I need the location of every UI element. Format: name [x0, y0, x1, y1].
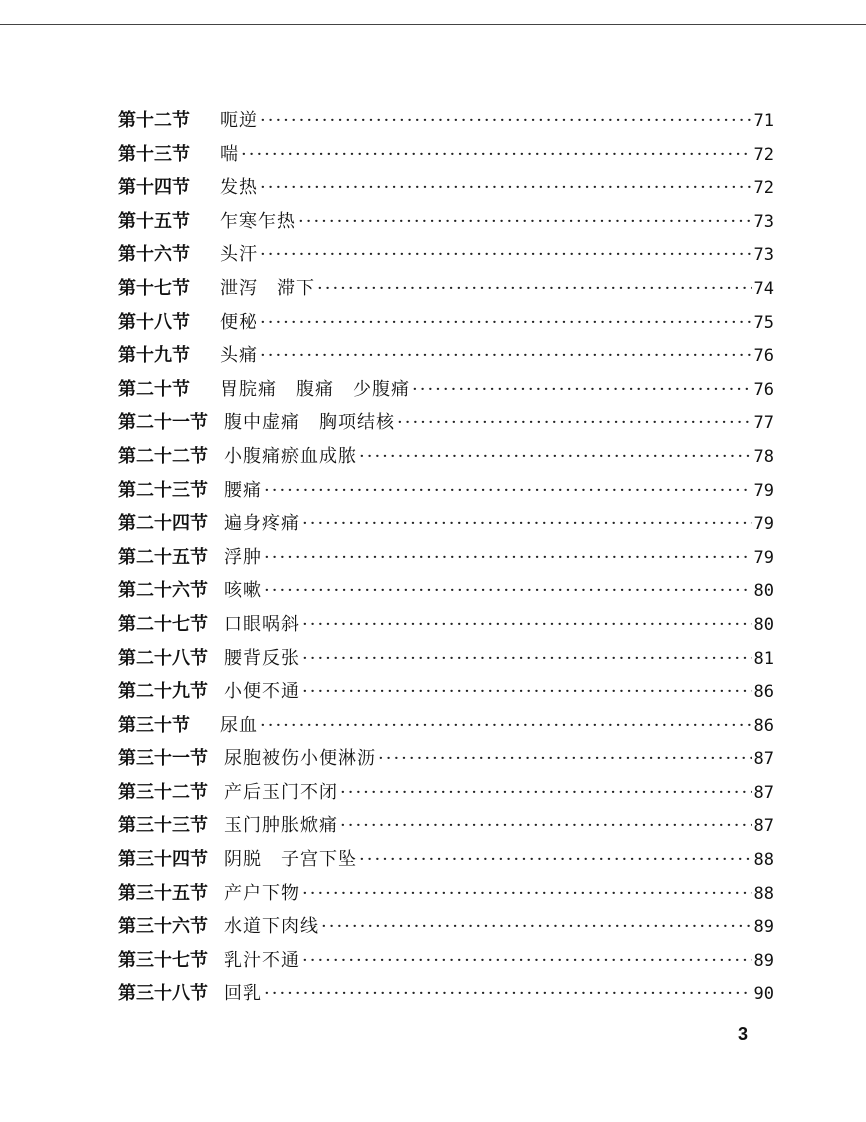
toc-section-label: 第二十五节 [118, 546, 208, 568]
toc-entry [118, 944, 774, 978]
toc-page-number: 73 [753, 211, 774, 232]
toc-entry [118, 205, 774, 239]
toc-entry [118, 171, 774, 205]
toc-entry [118, 406, 774, 440]
toc-section-label: 第三十八节 [118, 983, 208, 1005]
dot-leader [302, 507, 752, 541]
toc-entry [118, 541, 774, 575]
dot-leader [241, 138, 752, 172]
toc-entry [118, 809, 774, 843]
toc-section-label: 第二十八节 [118, 647, 208, 669]
toc-entry-title: 乍寒乍热 [220, 210, 296, 232]
toc-section-label: 第三十三节 [118, 815, 208, 837]
toc-page-number: 87 [753, 816, 774, 837]
toc-entry [118, 675, 774, 709]
toc-page-number: 76 [753, 346, 774, 367]
toc-section-label: 第二十六节 [118, 580, 208, 602]
dot-leader [260, 339, 752, 373]
toc-entry [118, 373, 774, 407]
toc-entry-title: 胃脘痛 腹痛 少腹痛 [220, 378, 410, 400]
toc-section-label: 第二十二节 [118, 445, 208, 467]
toc-entry-title: 发热 [220, 177, 258, 199]
toc-entry-title: 遍身疼痛 [224, 513, 300, 535]
dot-leader [298, 205, 752, 239]
dot-leader [340, 776, 752, 810]
toc-page-number: 86 [753, 715, 774, 736]
toc-section-label: 第二十七节 [118, 613, 208, 635]
toc-page-number: 77 [753, 413, 774, 434]
toc-entry-title: 产后玉门不闭 [224, 781, 338, 803]
toc-page-number: 79 [753, 514, 774, 535]
toc-page-number: 75 [753, 312, 774, 333]
dot-leader [264, 541, 752, 575]
toc-page-number: 90 [753, 984, 774, 1005]
toc-page-number: 88 [753, 883, 774, 904]
toc-entry-title: 腰背反张 [224, 647, 300, 669]
toc-section-label: 第三十四节 [118, 849, 208, 871]
toc-entry-title: 呃逆 [220, 110, 258, 131]
toc-section-label: 第三十节 [118, 714, 190, 736]
toc-section-label: 第二十三节 [118, 479, 208, 501]
toc-entry-title: 便秘 [220, 311, 258, 333]
dot-leader [359, 843, 752, 877]
toc-entry-title: 腹中虚痛 胸项结核 [224, 412, 395, 434]
toc-entry-title: 产户下物 [224, 882, 300, 904]
dot-leader [264, 977, 752, 1011]
toc-page-number: 81 [753, 648, 774, 669]
toc-section-label: 第十八节 [118, 311, 190, 333]
toc-entry [118, 776, 774, 810]
toc-section-label: 第十五节 [118, 210, 190, 232]
toc-entry-title: 喘 [220, 143, 239, 165]
toc-entry [118, 574, 774, 608]
toc-entry-title: 玉门肿胀焮痛 [224, 815, 338, 837]
toc-entry [118, 877, 774, 911]
toc-section-label: 第二十一节 [118, 412, 208, 434]
toc-section-label: 第三十六节 [118, 916, 208, 938]
dot-leader [302, 675, 752, 709]
toc-section-label: 第三十七节 [118, 949, 208, 971]
toc-entry [118, 339, 774, 373]
toc-entry [118, 306, 774, 340]
toc-page-number: 87 [753, 749, 774, 770]
toc-section-label: 第三十五节 [118, 882, 208, 904]
header-rule [0, 24, 866, 25]
toc-page-number: 86 [753, 682, 774, 703]
toc-page-number: 79 [753, 547, 774, 568]
toc-section-label: 第三十一节 [118, 748, 208, 770]
toc-entry-title: 泄泻 滞下 [220, 277, 315, 299]
toc-section-label: 第十六节 [118, 244, 190, 266]
toc-page-number: 89 [753, 950, 774, 971]
dot-leader [264, 574, 752, 608]
dot-leader [359, 440, 752, 474]
toc-entry-title: 腰痛 [224, 479, 262, 501]
dot-leader [302, 642, 752, 676]
toc-entry [118, 507, 774, 541]
dot-leader [260, 709, 752, 743]
toc-entry-title: 尿血 [220, 714, 258, 736]
toc-page-number: 89 [753, 917, 774, 938]
dot-leader [317, 272, 752, 306]
toc-entry [118, 272, 774, 306]
toc-page-number: 80 [753, 614, 774, 635]
toc-section-label: 第二十节 [118, 378, 190, 400]
toc-entry-title: 回乳 [224, 983, 262, 1005]
toc-entry [118, 238, 774, 272]
dot-leader [302, 877, 752, 911]
toc-page-number: 79 [753, 480, 774, 501]
toc-entry [118, 440, 774, 474]
toc-section-label: 第十二节 [118, 110, 190, 131]
dot-leader [260, 238, 752, 272]
toc-page-number: 72 [753, 178, 774, 199]
table-of-contents [118, 104, 774, 1011]
dot-leader [378, 742, 752, 776]
toc-section-label: 第十九节 [118, 345, 190, 367]
toc-page-number: 71 [753, 111, 774, 131]
dot-leader [340, 809, 752, 843]
dot-leader [260, 171, 752, 205]
toc-entry-title: 尿胞被伤小便淋沥 [224, 748, 376, 770]
toc-entry-title: 小腹痛瘀血成脓 [224, 445, 357, 467]
dot-leader [321, 910, 752, 944]
toc-entry-title: 头汗 [220, 244, 258, 266]
toc-entry [118, 709, 774, 743]
dot-leader [260, 306, 752, 340]
toc-section-label: 第二十四节 [118, 513, 208, 535]
toc-entry-title: 浮肿 [224, 546, 262, 568]
toc-entry [118, 910, 774, 944]
toc-entry [118, 843, 774, 877]
toc-section-label: 第三十二节 [118, 781, 208, 803]
dot-leader [412, 373, 752, 407]
toc-page-number: 78 [753, 446, 774, 467]
dot-leader [397, 406, 752, 440]
toc-entry-title: 水道下肉线 [224, 916, 319, 938]
toc-entry [118, 474, 774, 508]
toc-page-number: 74 [753, 278, 774, 299]
toc-page-number: 88 [753, 850, 774, 871]
toc-entry-title: 阴脱 子宫下坠 [224, 849, 357, 871]
toc-entry [118, 742, 774, 776]
toc-section-label: 第十三节 [118, 143, 190, 165]
toc-entry-title: 乳汁不通 [224, 949, 300, 971]
dot-leader [264, 474, 752, 508]
dot-leader [302, 944, 752, 978]
dot-leader [302, 608, 752, 642]
toc-section-label: 第二十九节 [118, 681, 208, 703]
toc-page-number: 72 [753, 144, 774, 165]
toc-page-number: 80 [753, 581, 774, 602]
dot-leader [260, 104, 752, 138]
toc-entry-title: 咳嗽 [224, 580, 262, 602]
toc-section-label: 第十七节 [118, 277, 190, 299]
toc-entry [118, 104, 774, 138]
toc-entry [118, 977, 774, 1011]
toc-page-number: 73 [753, 245, 774, 266]
toc-entry-title: 口眼㖞斜 [224, 613, 300, 635]
toc-section-label: 第十四节 [118, 177, 190, 199]
toc-entry [118, 138, 774, 172]
toc-page-number: 76 [753, 379, 774, 400]
toc-page-number: 87 [753, 782, 774, 803]
toc-entry-title: 小便不通 [224, 681, 300, 703]
toc-entry [118, 608, 774, 642]
toc-entry-title: 头痛 [220, 345, 258, 367]
toc-entry [118, 642, 774, 676]
page-number: 3 [738, 1024, 749, 1044]
